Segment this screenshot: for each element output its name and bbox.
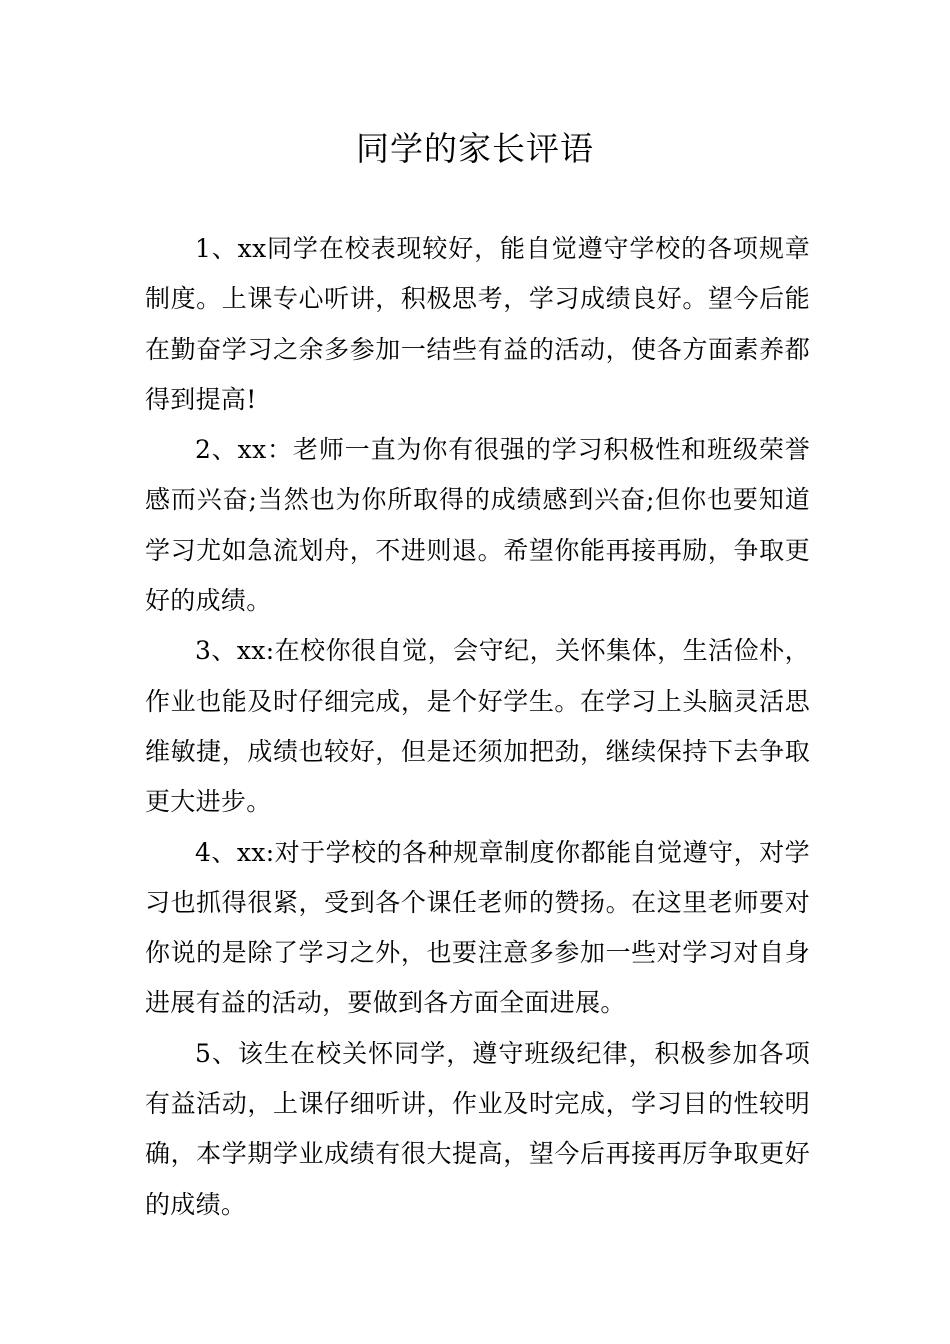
paragraph-1: 1、xx同学在校表现较好，能自觉遵守学校的各项规章制度。上课专心听讲，积极思考，学习成绩良好。望今后能在勤奋学习之余多参加一结些有益的活动，使各方面素养都得到提高! [145, 234, 810, 414]
paragraph-4: 4、xx:对于学校的各种规章制度你都能自觉遵守，对学习也抓得很紧，受到各个课任老师的赞扬。在这里老师要对你说的是除了学习之外，也要注意多参加一些对学习对自身进展有益的活动，要做到各方面全面进展。 [145, 837, 810, 1018]
paragraph-3: 3、xx:在校你很自觉，会守纪，关怀集体，生活俭朴，作业也能及时仔细完成，是个好学生。在学习上头脑灵活思维敏捷，成绩也较好，但是还须加把劲，继续保持下去争取更大进步。 [145, 636, 810, 817]
document-body [145, 224, 810, 1230]
document-title: 同学的家长评语 [356, 129, 594, 168]
paragraph-5: 5、该生在校关怀同学，遵守班级纪律，积极参加各项有益活动，上课仔细听讲，作业及时完成，学习目的性较明确，本学期学业成绩有很大提高，望今后再接再厉争取更好的成绩。 [145, 1038, 810, 1219]
paragraph-2: 2、xx：老师一直为你有很强的学习积极性和班级荣誉感而兴奋;当然也为你所取得的成绩感到兴奋;但你也要知道学习尤如急流划舟，不进则退。希望你能再接再励，争取更好的成绩。 [145, 435, 810, 616]
